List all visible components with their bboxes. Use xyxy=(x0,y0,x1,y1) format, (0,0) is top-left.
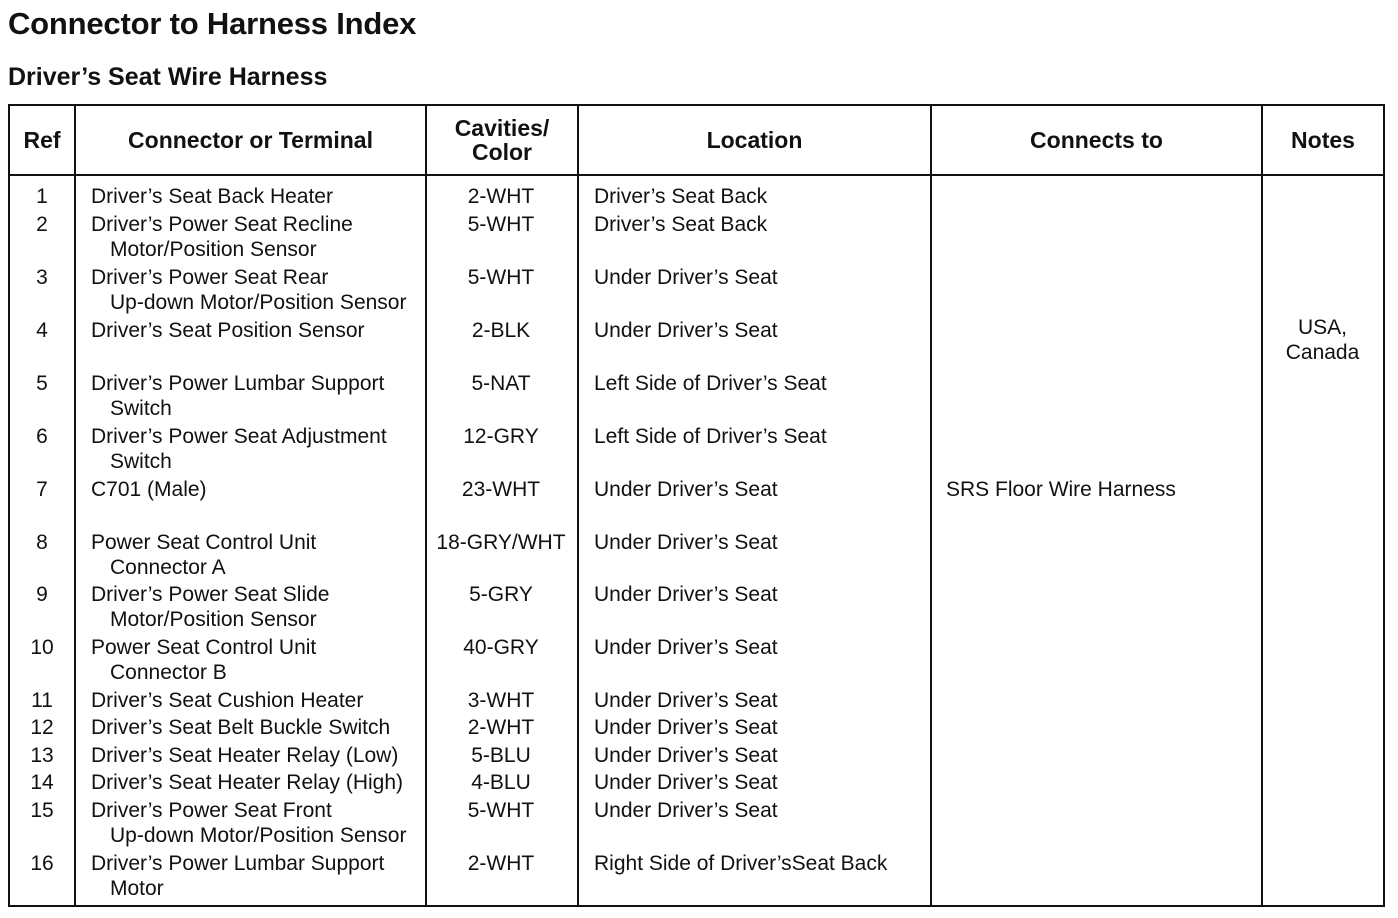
location-cell: Driver’s Seat Back xyxy=(594,185,768,208)
location-cell: Under Driver’s Seat xyxy=(594,771,778,794)
location-cell: Under Driver’s Seat xyxy=(594,716,778,739)
connector-name: Driver’s Seat Position Sensor xyxy=(91,319,365,342)
connector-cell xyxy=(91,477,421,502)
cavities-color-cell: 18-GRY/WHT xyxy=(436,531,566,554)
connector-cell xyxy=(91,851,421,901)
ref-cell: 6 xyxy=(36,425,48,448)
cavities-color-cell: 2-WHT xyxy=(467,716,535,739)
connector-cell xyxy=(91,318,421,343)
connector-name: Driver’s Power Seat Slide xyxy=(91,583,330,606)
cavities-color-cell: 12-GRY xyxy=(463,425,539,448)
cavities-color-cell: 5-WHT xyxy=(467,213,535,236)
ref-cell: 14 xyxy=(30,771,54,794)
cavities-color-cell: 5-WHT xyxy=(467,799,535,822)
connector-name-continued: Motor/Position Sensor xyxy=(110,238,317,261)
cavities-color-cell: 40-GRY xyxy=(463,636,539,659)
connector-name-continued: Switch xyxy=(110,450,172,473)
connector-name: Driver’s Seat Belt Buckle Switch xyxy=(91,716,391,739)
connector-cell xyxy=(91,635,421,685)
location-cell: Under Driver’s Seat xyxy=(594,478,778,501)
location-cell: Under Driver’s Seat xyxy=(594,689,778,712)
ref-cell: 5 xyxy=(36,372,48,395)
connector-cell xyxy=(91,265,421,315)
connector-cell xyxy=(91,743,421,768)
ref-cell: 16 xyxy=(30,852,54,875)
ref-cell: 11 xyxy=(31,689,53,712)
connector-name: Driver’s Seat Heater Relay (High) xyxy=(91,771,403,794)
connector-name: Driver’s Power Seat Rear xyxy=(91,266,329,289)
connector-cell xyxy=(91,688,421,713)
ref-cell: 9 xyxy=(36,583,48,606)
connector-name: Driver’s Seat Back Heater xyxy=(91,185,333,208)
location-cell: Under Driver’s Seat xyxy=(594,319,778,342)
cavities-color-cell: 3-WHT xyxy=(467,689,535,712)
ref-cell: 15 xyxy=(30,799,54,822)
section-title: Driver’s Seat Wire Harness xyxy=(8,63,328,91)
cavities-color-cell: 2-WHT xyxy=(467,185,535,208)
location-cell: Under Driver’s Seat xyxy=(594,744,778,767)
cavities-color-cell: 5-NAT xyxy=(471,372,531,395)
ref-cell: 8 xyxy=(36,531,48,554)
ref-cell: 4 xyxy=(36,319,48,342)
connector-name: C701 (Male) xyxy=(91,478,207,501)
connector-cell xyxy=(91,371,421,421)
cavities-color-cell: 5-GRY xyxy=(469,583,533,606)
connector-name-continued: Switch xyxy=(110,397,172,420)
header-location: Location xyxy=(706,127,803,153)
cavities-color-cell: 4-BLU xyxy=(471,771,531,794)
page-title: Connector to Harness Index xyxy=(8,6,417,41)
connector-name: Driver’s Seat Cushion Heater xyxy=(91,689,364,712)
connector-name: Driver’s Power Seat Recline xyxy=(91,213,353,236)
connector-name-continued: Up-down Motor/Position Sensor xyxy=(110,291,407,314)
header-connects-to: Connects to xyxy=(1030,127,1163,153)
connector-name-continued: Connector B xyxy=(110,661,227,684)
location-cell: Right Side of Driver’sSeat Back xyxy=(594,852,888,875)
table-header-row xyxy=(10,106,1383,176)
ref-cell: 2 xyxy=(36,213,48,236)
table-body xyxy=(10,176,1383,905)
connector-name: Driver’s Power Seat Front xyxy=(91,799,332,822)
header-cavities-color: Cavities/ Color xyxy=(454,115,550,165)
connector-name: Driver’s Power Lumbar Support xyxy=(91,372,385,395)
cavities-color-cell: 2-WHT xyxy=(467,852,535,875)
header-notes: Notes xyxy=(1291,127,1355,153)
connector-cell xyxy=(91,582,421,632)
connector-cell xyxy=(91,424,421,474)
ref-cell: 1 xyxy=(36,185,48,208)
cavities-color-cell: 5-WHT xyxy=(467,266,535,289)
location-cell: Under Driver’s Seat xyxy=(594,799,778,822)
location-cell: Left Side of Driver’s Seat xyxy=(594,425,827,448)
header-ref: Ref xyxy=(23,127,61,153)
connector-cell xyxy=(91,530,421,580)
location-cell: Left Side of Driver’s Seat xyxy=(594,372,827,395)
ref-cell: 13 xyxy=(30,744,54,767)
connector-name: Driver’s Power Lumbar Support xyxy=(91,852,385,875)
location-cell: Under Driver’s Seat xyxy=(594,266,778,289)
cavities-color-cell: 2-BLK xyxy=(471,319,531,342)
header-connector: Connector or Terminal xyxy=(128,127,373,153)
connector-cell xyxy=(91,770,421,795)
ref-cell: 10 xyxy=(30,636,54,659)
connector-cell xyxy=(91,212,421,262)
connects-to-cell: SRS Floor Wire Harness xyxy=(946,478,1176,501)
location-cell: Under Driver’s Seat xyxy=(594,531,778,554)
connector-cell xyxy=(91,184,421,209)
notes-cell: USA, Canada xyxy=(1285,316,1360,364)
connector-name-continued: Up-down Motor/Position Sensor xyxy=(110,824,407,847)
cavities-color-cell: 23-WHT xyxy=(461,478,541,501)
connector-name: Driver’s Power Seat Adjustment xyxy=(91,425,387,448)
location-cell: Under Driver’s Seat xyxy=(594,636,778,659)
connector-cell xyxy=(91,715,421,740)
connector-name-continued: Motor/Position Sensor xyxy=(110,608,317,631)
connector-name: Power Seat Control Unit xyxy=(91,531,317,554)
ref-cell: 12 xyxy=(30,716,54,739)
connector-cell xyxy=(91,798,421,848)
connector-name-continued: Motor xyxy=(110,877,164,900)
cavities-color-cell: 5-BLU xyxy=(471,744,531,767)
location-cell: Driver’s Seat Back xyxy=(594,213,768,236)
connector-index-table xyxy=(8,104,1385,907)
connector-name: Power Seat Control Unit xyxy=(91,636,317,659)
ref-cell: 3 xyxy=(36,266,48,289)
connector-name-continued: Connector A xyxy=(110,556,226,579)
location-cell: Under Driver’s Seat xyxy=(594,583,778,606)
ref-cell: 7 xyxy=(36,478,48,501)
connector-name: Driver’s Seat Heater Relay (Low) xyxy=(91,744,399,767)
